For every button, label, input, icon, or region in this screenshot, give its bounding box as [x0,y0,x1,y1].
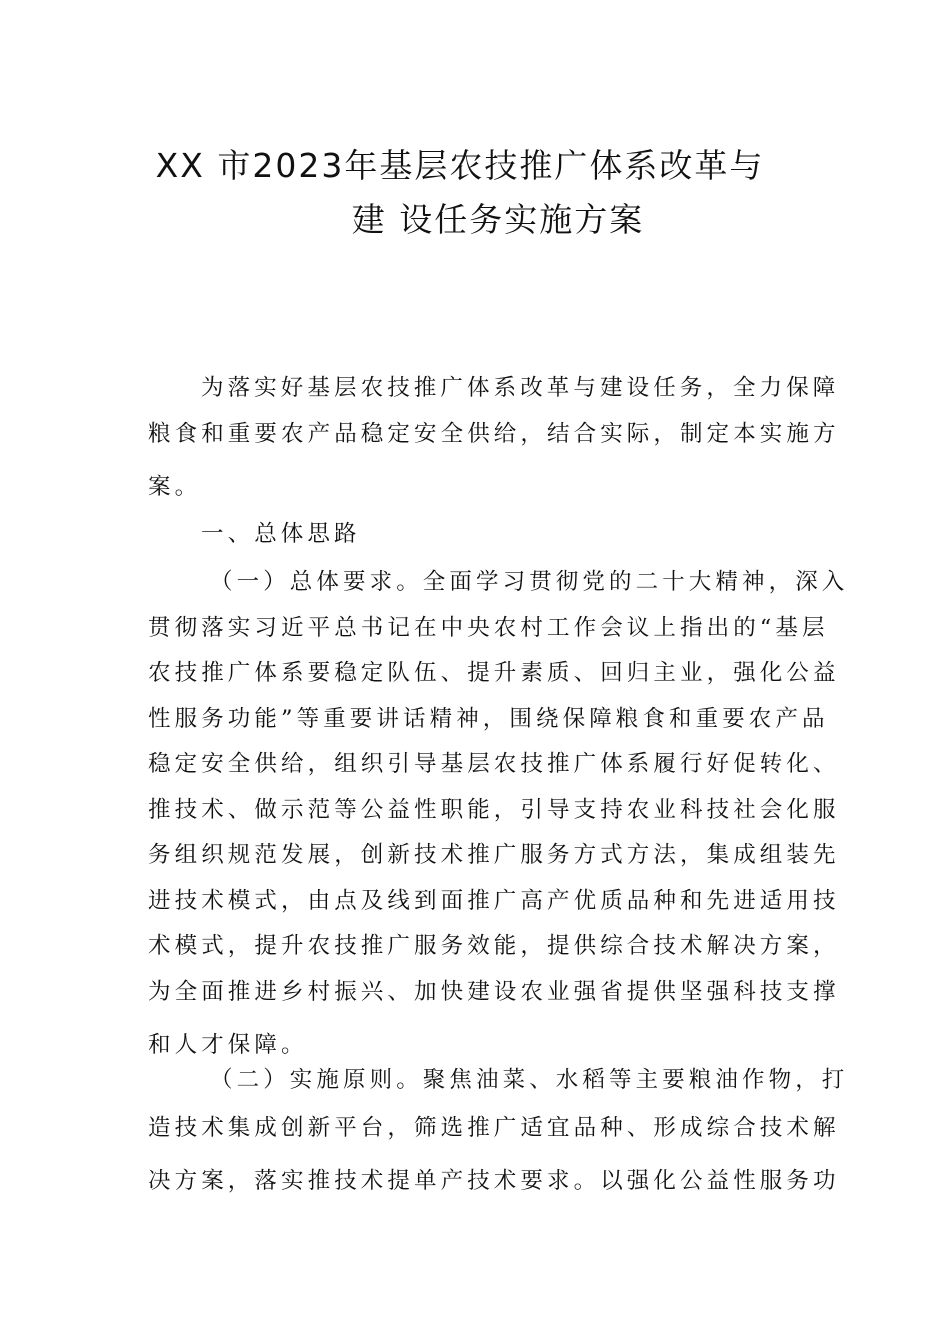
para1-line-9: 术模式，提升农技推广服务效能，提供综合技术解决方案， [148,933,840,959]
para1-line-3: 农技推广体系要稳定队伍、提升素质、回归主业，强化公益 [148,660,840,686]
intro-line-3: 案。 [148,474,202,500]
intro-paragraph [148,366,840,511]
para1-line-1: （一）总体要求。全面学习贯彻党的二十大精神，深入 [210,569,849,595]
para1-line-5: 稳定安全供给，组织引导基层农技推广体系履行好促转化、 [148,751,840,777]
section-heading [148,512,808,558]
para1-line-8: 进技术模式，由点及线到面推广高产优质品种和先进适用技 [148,887,840,914]
para1-line-6: 推技术、做示范等公益性职能，引导支持农业科技社会化服 [148,796,840,823]
document-title-line-2: 建 设任务实施方案 [351,200,645,239]
para2-line-2: 造技术集成创新平台，筛选推广适宜品种、形成综合技术解 [148,1114,840,1141]
paragraph-overall-requirements [148,560,849,1069]
section-1-heading: 一、总体思路 [201,521,361,547]
para1-line-7: 务组织规范发展，创新技术推广服务方式方法，集成组装先 [148,842,840,868]
paragraph-implementation-principles [148,1058,849,1205]
para2-line-3: 决方案，落实推技术提单产技术要求。以强化公益性服务功 [148,1168,840,1194]
para1-line-2: 贯彻落实习近平总书记在中央农村工作会议上指出的“基层 [148,614,829,641]
para1-line-11: 和人才保障。 [148,1032,308,1058]
para1-line-10: 为全面推进乡村振兴、加快建设农业强省提供坚强科技支撑 [148,978,840,1005]
document-title-line-1: XX 市2023年基层农技推广体系改革与 [155,146,765,185]
intro-line-1: 为落实好基层农技推广体系改革与建设任务，全力保障 [201,375,840,401]
para1-line-4: 性服务功能”等重要讲话精神，围绕保障粮食和重要农产品 [148,705,829,732]
intro-line-2: 粮食和重要农产品稳定安全供给，结合实际，制定本实施方 [148,420,840,447]
para2-line-1: （二）实施原则。聚焦油菜、水稻等主要粮油作物，打 [210,1067,849,1093]
